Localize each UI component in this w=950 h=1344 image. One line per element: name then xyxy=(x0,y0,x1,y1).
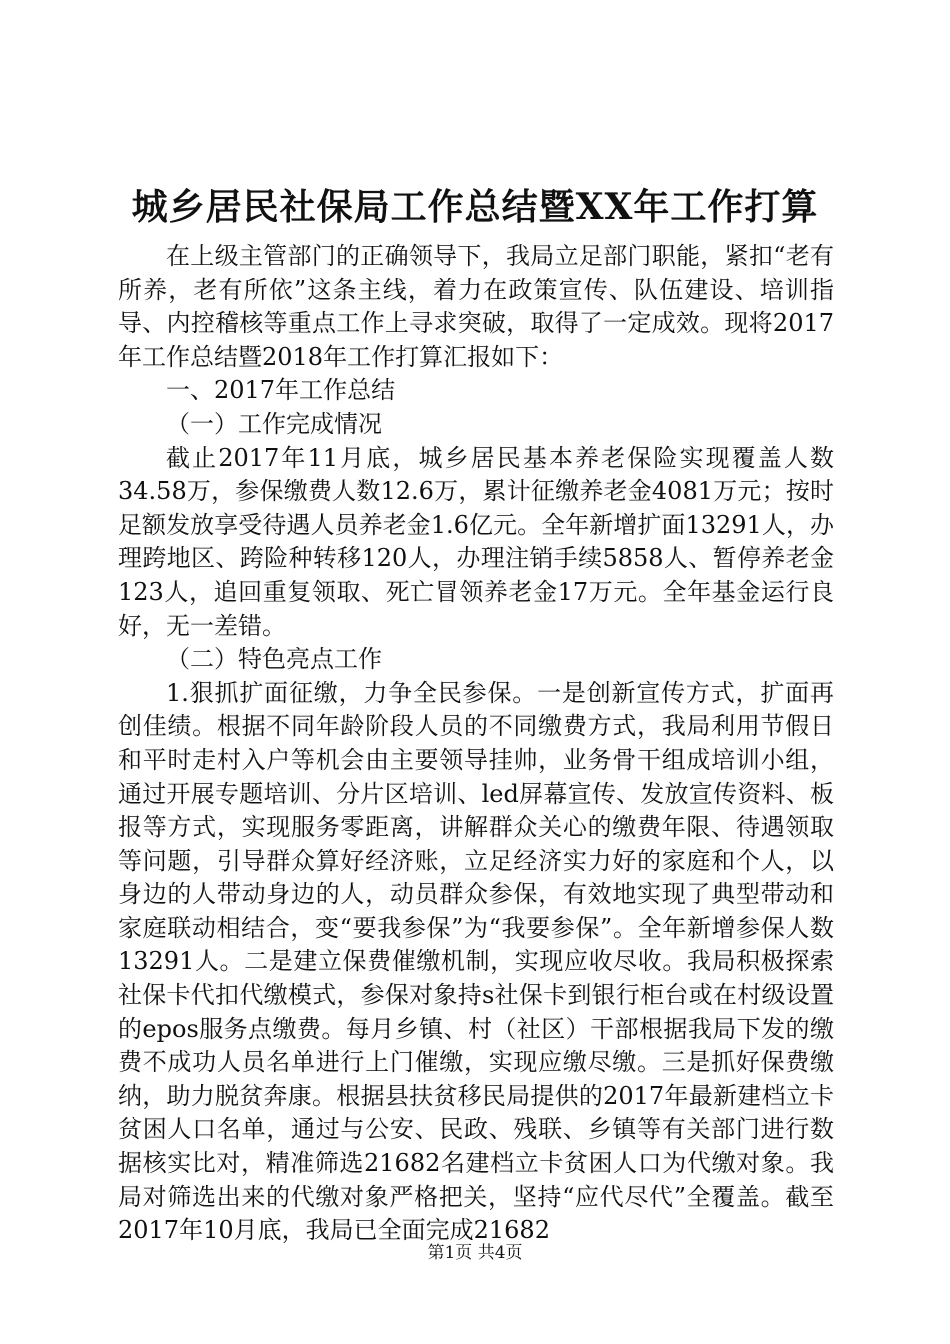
document-title: 城乡居民社保局工作总结暨XX年工作打算 xyxy=(131,186,819,228)
work-completion-paragraph: 截止2017年11月底，城乡居民基本养老保险实现覆盖人数34.58万，参保缴费人数12.6万，累计征缴养老金4081万元；按时足额发放享受待遇人员养老金1.6亿元。全年新增扩面13291人，办理跨地区、跨险种转移120人，办理注销手续5858人、暂停养老金123人，追回重复领取、死亡冒领养老金17万元。全年基金运行良好，无一差错。 xyxy=(118,443,834,640)
highlight-paragraph: 1.狠抓扩面征缴，力争全民参保。一是创新宣传方式，扩面再创佳绩。根据不同年龄阶段人员的不同缴费方式，我局利用节假日和平时走村入户等机会由主要领导挂帅，业务骨干组成培训小组，通过开展专题培训、分片区培训、led屏幕宣传、发放宣传资料、板报等方式，实现服务零距离，讲解群众关心的缴费年限、待遇领取等问题，引导群众算好经济账，立足经济实力好的家庭和个人，以身边的人带动身边的人，动员群众参保，有效地实现了典型带动和家庭联动相结合，变“要我参保”为“我要参保”。全年新增参保人数13291人。二是建立保费催缴机制，实现应收尽收。我局积极探索社保卡代扣代缴模式，参保对象持s社保卡到银行柜台或在村级设置的epos服务点缴费。每月乡镇、村（社区）干部根据我局下发的缴费不成功人员名单进行上门催缴，实现应缴尽缴。三是抓好保费缴纳，助力脱贫奔康。根据县扶贫移民局提供的2017年最新建档立卡贫困人口名单，通过与公安、民政、残联、乡镇等有关部门进行数据核实比对，精准筛选21682名建档立卡贫困人口为代缴对象。我局对筛选出来的代缴对象严格把关，坚持“应代尽代”全覆盖。截至2017年10月底，我局已全面完成21682 xyxy=(118,678,834,1245)
page-footer: 第1页 共4页 xyxy=(427,1243,523,1263)
intro-paragraph: 在上级主管部门的正确领导下，我局立足部门职能，紧扣“老有所养，老有所依”这条主线，着力在政策宣传、队伍建设、培训指导、内控稽核等重点工作上寻求突破，取得了一定成效。现将2017年工作总结暨2018年工作打算汇报如下： xyxy=(118,242,834,371)
section-heading-1: 一、2017年工作总结 xyxy=(166,376,396,405)
subsection-heading-2: （二）特色亮点工作 xyxy=(166,645,382,674)
document-body xyxy=(118,240,834,1248)
subsection-heading-1: （一）工作完成情况 xyxy=(166,409,382,438)
